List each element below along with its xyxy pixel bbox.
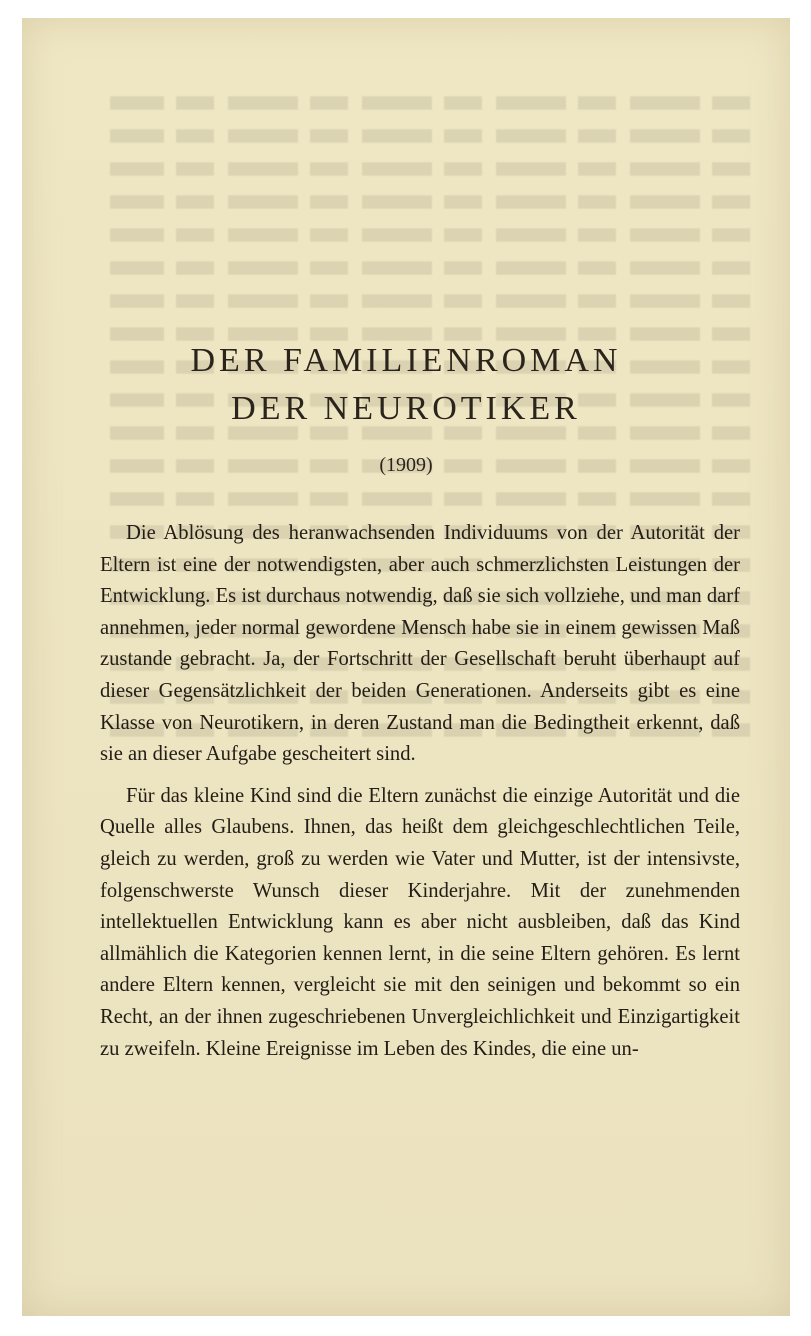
chapter-title-line-2: DER NEUROTIKER <box>231 390 581 427</box>
chapter-title-line-1: DER FAMILIENROMAN <box>190 342 622 379</box>
book-page <box>22 18 790 1316</box>
paragraph-1: Die Ablösung des heranwachsenden Individuums von der Autorität der Eltern ist eine der notwendigsten, aber auch schmerzlichsten Leistungen der Entwicklung. Es ist durchaus notwendig, daß sie sich vollziehe, und man darf annehmen, jeder normal gewordene Mensch habe sie in einem gewissen Maß zustande gebracht. Ja, der Fortschritt der Gesellschaft beruht überhaupt auf dieser Gegensätzlichkeit der beiden Generationen. Anderseits gibt es eine Klasse von Neurotikern, in deren Zustand man die Bedingtheit erkennt, daß sie an dieser Aufgabe gescheitert sind. <box>100 522 740 766</box>
chapter-year: (1909) <box>379 454 433 476</box>
paragraph-2: Für das kleine Kind sind die Eltern zunächst die einzige Autorität und die Quelle alles Glaubens. Ihnen, das heißt dem gleichgeschlechtlichen Teile, gleich zu werden, groß zu werden wie Vater und Mutter, ist der intensivste, folgenschwerste Wunsch dieser Kinderjahre. Mit der zunehmenden intellektuellen Entwicklung kann es aber nicht ausbleiben, daß das Kind allmählich die Kategorien kennen lernt, in die seine Eltern gehören. Es lernt andere Eltern kennen, vergleicht sie mit den seinigen und bekommt so ein Recht, an der ihnen zugeschriebenen Unvergleichlichkeit und Einzigartigkeit zu zweifeln. Kleine Ereignisse im Leben des Kindes, die eine un- <box>100 784 740 1060</box>
body-text <box>100 518 740 1075</box>
